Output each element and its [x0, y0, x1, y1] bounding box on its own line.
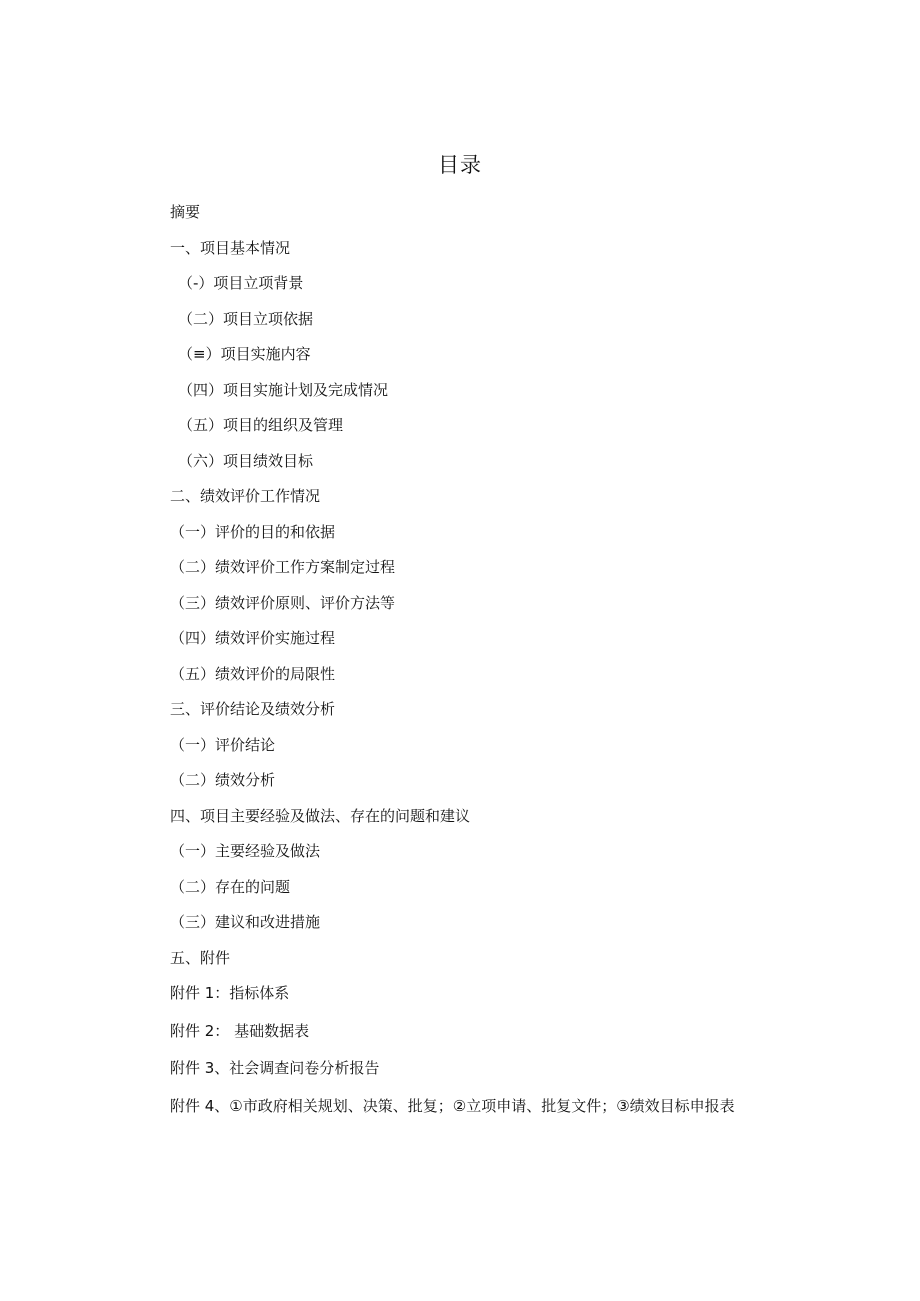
toc-entry[interactable]: （三）建议和改进措施 [170, 913, 321, 931]
toc-list [170, 198, 810, 1129]
toc-entry[interactable]: （二）存在的问题 [170, 877, 291, 896]
toc-entry[interactable]: （二）项目立项依据 [178, 309, 314, 328]
toc-title: 目录 [438, 153, 482, 177]
toc-entry[interactable]: 附件 1：指标体系 [170, 984, 290, 1002]
toc-entry[interactable]: 三、评价结论及绩效分析 [170, 700, 336, 718]
toc-entry[interactable]: 摘要 [170, 203, 201, 221]
toc-entry[interactable]: （五）项目的组织及管理 [178, 416, 344, 434]
toc-entry[interactable]: 一、项目基本情况 [170, 238, 291, 257]
toc-entry[interactable]: （四）项目实施计划及完成情况 [178, 380, 389, 399]
toc-entry[interactable]: （六）项目绩效目标 [178, 451, 314, 470]
toc-entry[interactable]: （≡）项目实施内容 [178, 345, 311, 363]
toc-entry[interactable]: 五、附件 [170, 948, 231, 967]
toc-entry[interactable]: （二）绩效分析 [170, 771, 276, 789]
toc-entry[interactable]: 附件 4、①市政府相关规划、决策、批复；②立项申请、批复文件；③绩效目标申报表 [170, 1096, 735, 1115]
toc-entry[interactable]: （三）绩效评价原则、评价方法等 [170, 593, 396, 612]
toc-entry[interactable]: 附件 2： 基础数据表 [170, 1021, 310, 1040]
toc-entry[interactable]: （-）项目立项背景 [178, 274, 304, 292]
toc-entry[interactable]: （五）绩效评价的局限性 [170, 664, 336, 683]
toc-entry[interactable]: （二）绩效评价工作方案制定过程 [170, 558, 396, 576]
toc-entry[interactable]: 四、项目主要经验及做法、存在的问题和建议 [170, 806, 471, 825]
toc-entry[interactable]: 二、绩效评价工作情况 [170, 487, 321, 505]
toc-entry[interactable]: （一）评价的目的和依据 [170, 522, 336, 541]
toc-entry[interactable]: （四）绩效评价实施过程 [170, 629, 336, 647]
toc-entry[interactable]: （一）主要经验及做法 [170, 842, 321, 860]
toc-entry[interactable]: 附件 3、社会调查问卷分析报告 [170, 1059, 380, 1077]
toc-entry[interactable]: （一）评价结论 [170, 735, 276, 754]
